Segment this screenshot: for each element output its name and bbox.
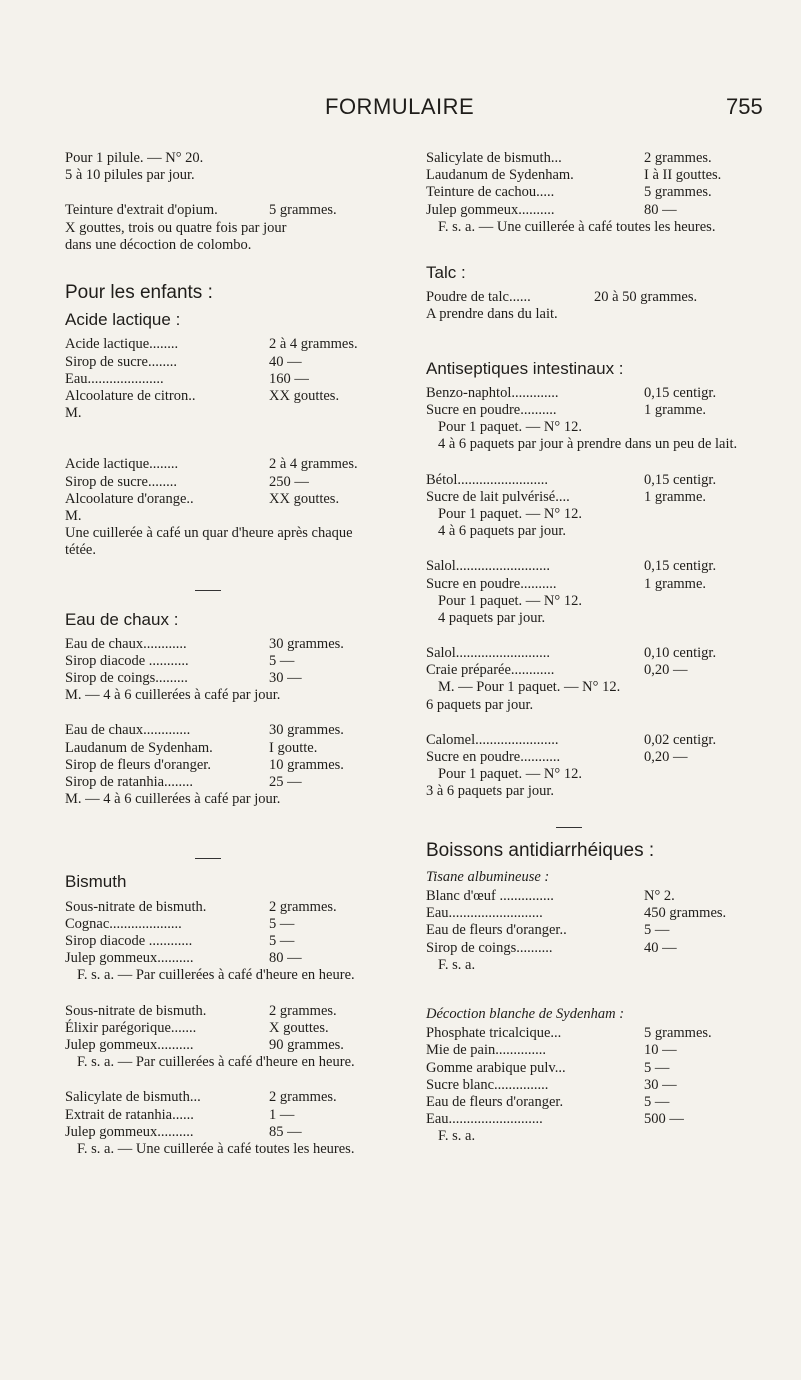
ingredient: Alcoolature de citron.. [65,387,196,404]
recipe-block [65,1089,381,1158]
quantity: 85 — [269,1123,302,1140]
ingredient: Mie de pain.............. [426,1042,547,1059]
right-column [426,150,746,1164]
text-line: dans une décoction de colombo. [65,236,252,253]
instruction: F. s. a. — Par cuillerées à café d'heure en heure. [77,1054,355,1071]
instruction: M. — 4 à 6 cuillerées à café par jour. [65,687,281,704]
recipe-block [426,289,746,323]
quantity: 5 grammes. [644,1025,712,1042]
ingredient: Sucre blanc............... [426,1076,549,1093]
quantity: 30 — [269,670,302,687]
recipe-line [65,1020,381,1037]
recipe-line [65,916,381,933]
quantity: 0,20 — [644,662,688,679]
recipe-line [65,491,381,508]
ingredient: Acide lactique........ [65,456,179,473]
recipe-line [65,474,381,491]
quantity: X gouttes. [269,1019,329,1036]
subsection-title: Acide lactique : [65,310,181,330]
section-title: Pour les enfants : [65,282,213,303]
quantity: 160 — [269,370,309,387]
running-title: FORMULAIRE [325,94,475,119]
quantity: XX gouttes. [269,490,340,507]
recipe-line [65,740,381,757]
recipe-line [65,456,381,473]
quantity: 2 grammes. [644,150,712,166]
quantity: 1 gramme. [644,575,707,592]
ingredient: Sirop de sucre........ [65,353,177,370]
quantity: XX gouttes. [269,387,340,404]
recipe-line [65,899,381,916]
recipe-line [65,371,381,388]
quantity: 5 — [644,922,670,939]
instruction: A prendre dans du lait. [426,306,558,323]
recipe-line [65,722,381,739]
ingredient: Laudanum de Sydenham. [426,167,574,184]
instruction: Pour 1 paquet. — N° 12. [438,766,582,783]
quantity: 450 grammes. [644,905,727,922]
quantity: 25 — [269,774,302,791]
ingredient: Eau de chaux............ [65,635,187,652]
recipe-block [65,636,381,705]
quantity: 2 à 4 grammes. [269,336,358,353]
instruction: 4 à 6 paquets par jour. [438,523,567,540]
quantity: 0,02 centigr. [644,731,717,748]
opium-block [65,202,381,254]
quantity: 2 à 4 grammes. [269,456,358,473]
ingredient: Alcoolature d'orange.. [65,490,194,507]
ingredient: Sous-nitrate de bismuth. [65,898,207,915]
ingredient: Eau de fleurs d'oranger.. [426,922,567,939]
ingredient: Salol.......................... [426,558,551,575]
subsection-title: Eau de chaux : [65,609,179,629]
recipe-line [65,1107,381,1124]
instruction: M. — Pour 1 paquet. — N° 12. [438,679,621,696]
recipe-line [65,508,381,525]
ingredient: Julep gommeux.......... [65,1036,194,1053]
recipe-line [426,385,746,402]
ingredient: Élixir parégorique....... [65,1019,197,1036]
quantity: 5 — [269,915,295,932]
subsection-title: Talc : [426,262,466,282]
ingredient: Salol.......................... [426,645,551,662]
instruction: Une cuillerée à café un quar d'heure après chaque tétée. [65,525,353,559]
recipe-line [426,645,746,662]
text-line: X gouttes, trois ou quatre fois par jour [65,219,287,236]
instruction: F. s. a. — Par cuillerées à café d'heure en heure. [77,967,355,984]
recipe-line [426,940,746,957]
section-title: Boissons antidiarrhéiques : [426,839,655,861]
ingredient: Blanc d'œuf ............... [426,888,554,905]
recipe-line [65,388,381,405]
ingredient: Sucre en poudre.......... [426,575,557,592]
ingredient: Sirop de fleurs d'oranger. [65,756,211,773]
recipe-line [426,150,746,167]
instruction: M. — 4 à 6 cuillerées à café par jour. [65,791,281,808]
ingredient: Extrait de ratanhia...... [65,1106,194,1123]
recipe-block [65,456,381,559]
recipe-block [426,472,746,541]
instruction: 6 paquets par jour. [426,696,534,713]
recipe-block [65,336,381,422]
quantity: 5 grammes. [644,184,712,201]
quantity: 30 grammes. [269,635,344,652]
quantity: 0,15 centigr. [644,471,717,488]
recipe-line [426,1042,746,1059]
quantity: I à II gouttes. [644,167,722,184]
recipe-line [65,670,381,687]
intro-block [65,150,381,184]
quantity: 2 grammes. [269,1002,337,1019]
recipe-line [65,405,381,422]
quantity: 5 — [269,652,295,669]
ingredient: Julep gommeux.......... [426,201,555,218]
ingredient: Sucre de lait pulvérisé.... [426,488,570,505]
instruction: 4 à 6 paquets par jour à prendre dans un peu de lait. [438,436,738,453]
ingredient: Eau..................... [65,370,164,387]
recipe-line [426,489,746,506]
ingredient: Eau.......................... [426,1111,543,1128]
quantity: 5 — [644,1093,670,1110]
quantity: 0,15 centigr. [644,384,717,401]
recipe-line [65,1089,381,1106]
recipe-line [65,202,381,219]
recipe-line [65,757,381,774]
instruction: Pour 1 paquet. — N° 12. [438,505,582,522]
ingredient: Bétol......................... [426,471,549,488]
ingredient: Salicylate de bismuth... [65,1089,201,1106]
recipe-line [426,1060,746,1077]
ingredient: Sous-nitrate de bismuth. [65,1002,207,1019]
recipe-line [426,1111,746,1128]
instruction: F. s. a. — Une cuillerée à café toutes les heures. [77,1140,355,1157]
quantity: 40 — [269,353,302,370]
ingredient: Craie préparée............ [426,662,555,679]
page-number: 755 [726,94,763,119]
instruction: F. s. a. [438,1128,476,1145]
recipe-line [65,636,381,653]
ingredient: Phosphate tricalcique... [426,1025,562,1042]
ingredient: Sirop de sucre........ [65,473,177,490]
quantity: 30 — [644,1076,677,1093]
separator [556,827,582,828]
quantity: 5 grammes. [269,202,337,219]
instruction: 4 paquets par jour. [438,609,546,626]
ingredient: Sirop de coings.......... [426,939,553,956]
text-line: Pour 1 pilule. — N° 20. [65,150,204,166]
quantity: 1 gramme. [644,488,707,505]
quantity: 30 grammes. [269,722,344,739]
quantity: 10 grammes. [269,756,344,773]
ingredient: Eau de chaux............. [65,722,191,739]
instruction: Pour 1 paquet. — N° 12. [438,592,582,609]
separator [195,590,221,591]
ingredient: Teinture d'extrait d'opium. [65,202,218,219]
ingredient: Laudanum de Sydenham. [65,739,213,756]
ingredient: Acide lactique........ [65,336,179,353]
recipe-line [426,1077,746,1094]
subsection-title: Bismuth [65,872,127,892]
ingredient: Eau de fleurs d'oranger. [426,1093,564,1110]
recipe-line [426,202,746,219]
quantity: 80 — [269,950,302,967]
recipe-line [426,1094,746,1111]
recipe-line [65,1003,381,1020]
recipe-block [426,1025,746,1145]
page-header [0,94,801,124]
quantity: 10 — [644,1042,677,1059]
ingredient: Benzo-naphtol............. [426,384,559,401]
text-line: 5 à 10 pilules par jour. [65,167,195,184]
recipe-line [65,1124,381,1141]
ingredient: Sirop diacode ........... [65,652,189,669]
quantity: 0,20 — [644,749,688,766]
ingredient: Sucre en poudre.......... [426,401,557,418]
quantity: I goutte. [269,739,318,756]
ingredient: Cognac.................... [65,915,182,932]
ingredient: Sirop de coings......... [65,670,188,687]
recipe-line [426,558,746,575]
recipe-block [426,888,746,974]
recipe-block [65,899,381,985]
recipe-block [426,645,746,714]
recipe-line [426,905,746,922]
quantity: 90 grammes. [269,1036,344,1053]
quantity: 2 grammes. [269,1089,337,1106]
recipe-line [65,354,381,371]
quantity: 40 — [644,939,677,956]
quantity: 5 — [269,933,295,949]
quantity: N° 2. [644,888,675,905]
quantity: 0,10 centigr. [644,645,717,662]
quantity: 5 — [644,1059,670,1076]
recipe-line [65,653,381,670]
quantity: 1 — [269,1106,295,1123]
recipe-line [426,167,746,184]
ingredient: Teinture de cachou..... [426,184,555,201]
recipe-line [426,888,746,905]
recipe-block [65,722,381,808]
recipe-line [65,336,381,353]
ingredient: Poudre de talc...... [426,289,531,306]
recipe-line [426,576,746,593]
quantity: 0,15 centigr. [644,558,717,575]
recipe-line [65,774,381,791]
ingredient: M. [65,405,82,422]
recipe-line [65,950,381,967]
recipe-block [426,732,746,801]
ingredient: Julep gommeux.......... [65,950,194,967]
recipe-title: Tisane albumineuse : [426,868,550,885]
separator [195,858,221,859]
recipe-line [426,732,746,749]
ingredient: Sirop diacode ............ [65,933,193,949]
recipe-line [426,749,746,766]
ingredient: Julep gommeux.......... [65,1123,194,1140]
ingredient: Salicylate de bismuth... [426,150,562,166]
recipe-line [426,472,746,489]
recipe-title: Décoction blanche de Sydenham : [426,1006,625,1023]
instruction: 3 à 6 paquets par jour. [426,783,555,800]
recipe-line [65,933,381,950]
recipe-line [426,922,746,939]
recipe-line [65,1037,381,1054]
ingredient: Calomel....................... [426,731,559,748]
subsection-title: Antiseptiques intestinaux : [426,358,624,378]
quantity: 500 — [644,1111,684,1128]
ingredient: Gomme arabique pulv... [426,1059,566,1076]
recipe-line [426,402,746,419]
recipe-block [426,385,746,454]
quantity: 20 à 50 grammes. [594,289,698,306]
quantity: 1 gramme. [644,401,707,418]
left-column [65,150,381,1176]
recipe-line [426,662,746,679]
quantity: 80 — [644,201,677,218]
recipe-block [426,558,746,627]
quantity: 250 — [269,473,309,490]
recipe-line [426,289,746,306]
ingredient: Eau.......................... [426,905,543,922]
recipe-line [426,184,746,201]
quantity: 2 grammes. [269,898,337,915]
ingredient: Sucre en poudre........... [426,749,561,766]
instruction: F. s. a. — Une cuillerée à café toutes les heures. [438,218,716,235]
recipe-line [426,1025,746,1042]
ingredient: Sirop de ratanhia........ [65,774,194,791]
recipe-block [65,1003,381,1072]
instruction: F. s. a. [438,956,476,973]
ingredient: M. [65,507,82,524]
instruction: Pour 1 paquet. — N° 12. [438,419,582,436]
recipe-block [426,150,746,236]
